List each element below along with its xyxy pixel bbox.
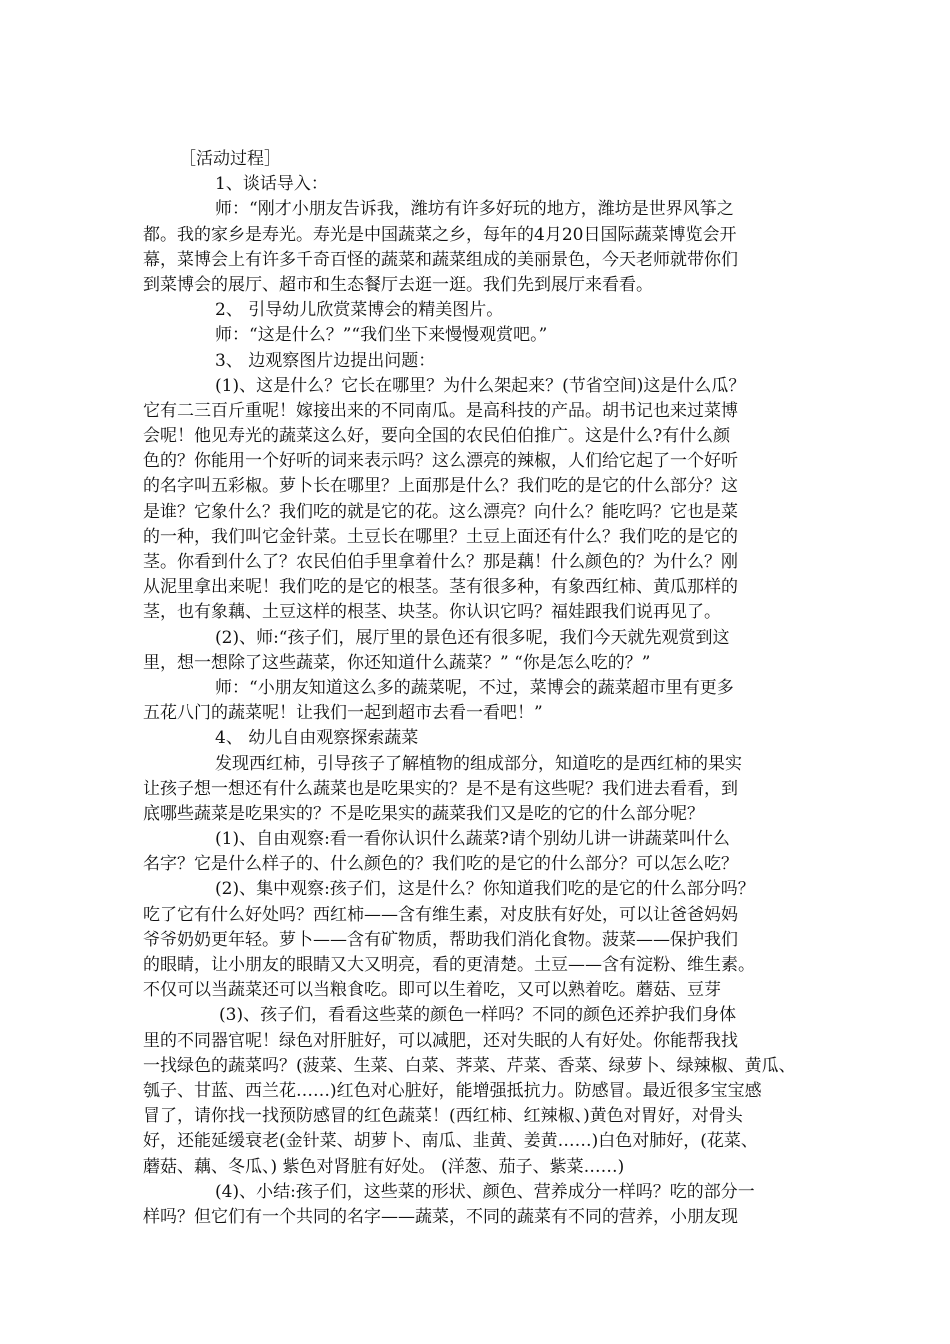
text-line: 茎，也有象藕、土豆这样的根茎、块茎。你认识它吗？福娃跟我们说再见了。 — [143, 602, 721, 623]
text-line: ［活动过程］ — [179, 149, 281, 169]
text-line: 是谁？它象什么？我们吃的就是它的花。这么漂亮？向什么？能吃吗？它也是菜 — [143, 501, 738, 522]
text-line: 1、谈话导入： — [215, 174, 328, 195]
text-line: 里，想一想除了这些蔬菜，你还知道什么蔬菜？” “你是怎么吃的？” — [143, 652, 651, 673]
text-line: 色的？你能用一个好听的词来表示吗？这么漂亮的辣椒，人们给它起了一个好听 — [143, 451, 738, 472]
text-line: 会呢！他见寿光的蔬菜这么好，要向全国的农民伯伯推广。这是什么?有什么颜 — [143, 426, 731, 447]
text-line: 样吗？但它们有一个共同的名字——蔬菜，不同的蔬菜有不同的营养，小朋友现 — [143, 1206, 738, 1227]
text-line: 瓠子、甘蓝、西兰花……)红色对心脏好，能增强抵抗力。防感冒。最近很多宝宝感 — [143, 1080, 762, 1101]
text-line: (2)、集中观察:孩子们，这是什么？你知道我们吃的是它的什么部分吗？ — [215, 879, 755, 900]
text-line: 蘑菇、藕、冬瓜、) 紫色对肾脏有好处。 (洋葱、茄子、紫菜……) — [143, 1156, 625, 1177]
text-line: 名字？它是什么样子的、什么颜色的？我们吃的是它的什么部分？可以怎么吃？ — [143, 854, 738, 875]
text-line: (1)、这是什么？它长在哪里？为什么架起来？(节省空间)这是什么瓜？ — [215, 375, 746, 396]
text-line: 底哪些蔬菜是吃果实的？不是吃果实的蔬菜我们又是吃的它的什么部分呢？ — [143, 803, 704, 824]
text-line: 让孩子想一想还有什么蔬菜也是吃果实的？是不是有这些呢？我们进去看看，到 — [143, 778, 738, 799]
text-line: 好，还能延缓衰老(金针菜、胡萝卜、南瓜、韭黄、姜黄……)白色对肺好，(花菜、 — [143, 1131, 758, 1152]
text-line: 爷爷奶奶更年轻。萝卜——含有矿物质，帮助我们消化食物。菠菜——保护我们 — [143, 929, 738, 950]
text-line: 五花八门的蔬菜呢！让我们一起到超市去看一看吧！” — [143, 703, 543, 724]
text-line: 发现西红柿，引导孩子了解植物的组成部分，知道吃的是西红柿的果实 — [215, 753, 742, 774]
text-line: 4、 幼儿自由观察探索蔬菜 — [215, 728, 419, 749]
text-line: 的眼睛，让小朋友的眼睛又大又明亮，看的更清楚。土豆——含有淀粉、维生素。 — [143, 955, 755, 975]
text-line: 幕，菜博会上有许多千奇百怪的蔬菜和蔬菜组成的美丽景色，今天老师就带你们 — [143, 249, 738, 270]
text-line: (3)、孩子们，看看这些菜的颜色一样吗？不同的颜色还养护我们身体 — [219, 1005, 737, 1026]
text-line: (2)、师:“孩子们，展厅里的景色还有很多呢，我们今天就先观赏到这 — [215, 627, 730, 648]
text-line: 从泥里拿出来呢！我们吃的是它的根茎。茎有很多种，有象西红柿、黄瓜那样的 — [143, 577, 738, 598]
text-line: 冒了，请你找一找预防感冒的红色蔬菜！(西红柿、红辣椒、)黄色对胃好，对骨头 — [143, 1106, 743, 1127]
text-line: 的一种，我们叫它金针菜。土豆长在哪里？土豆上面还有什么？我们吃的是它的 — [143, 526, 738, 547]
text-line: 师：“小朋友知道这么多的蔬菜呢，不过，菜博会的蔬菜超市里有更多 — [215, 677, 734, 698]
text-line: 茎。你看到什么了？农民伯伯手里拿着什么？那是藕！什么颜色的？为什么？刚 — [143, 552, 738, 572]
text-line: 2、 引导幼儿欣赏菜博会的精美图片。 — [215, 300, 504, 321]
text-line: 不仅可以当蔬菜还可以当粮食吃。即可以生着吃，又可以熟着吃。蘑菇、豆芽 — [143, 980, 721, 1001]
text-line: 一找绿色的蔬菜吗？(菠菜、生菜、白菜、荠菜、芹菜、香菜、绿萝卜、绿辣椒、黄瓜、 — [143, 1055, 796, 1076]
text-line: 师：“这是什么？”“我们坐下来慢慢观赏吧。” — [215, 325, 548, 346]
document-page — [143, 147, 811, 1230]
text-line: 都。我的家乡是寿光。寿光是中国蔬菜之乡，每年的4月20日国际蔬菜博览会开 — [143, 224, 737, 245]
text-line: 到菜博会的展厅、超市和生态餐厅去逛一逛。我们先到展厅来看看。 — [143, 274, 653, 295]
text-line: 3、 边观察图片边提出问题： — [215, 350, 436, 371]
text-line: (1)、自由观察:看一看你认识什么蔬菜?请个别幼儿讲一讲蔬菜叫什么 — [215, 829, 730, 850]
text-line: 吃了它有什么好处吗？西红柿——含有维生素，对皮肤有好处，可以让爸爸妈妈 — [143, 904, 738, 925]
text-line: 的名字叫五彩椒。萝卜长在哪里？上面那是什么？我们吃的是它的什么部分？这 — [143, 476, 738, 497]
text-line: 它有二三百斤重呢！嫁接出来的不同南瓜。是高科技的产品。胡书记也来过菜博 — [143, 400, 738, 421]
text-line: 师：“刚才小朋友告诉我，潍坊有许多好玩的地方，潍坊是世界风筝之 — [215, 199, 734, 220]
text-line: (4)、小结:孩子们，这些菜的形状、颜色、营养成分一样吗？吃的部分一 — [215, 1181, 755, 1202]
text-line: 里的不同器官呢！绿色对肝脏好，可以减肥，还对失眠的人有好处。你能帮我找 — [143, 1030, 738, 1051]
